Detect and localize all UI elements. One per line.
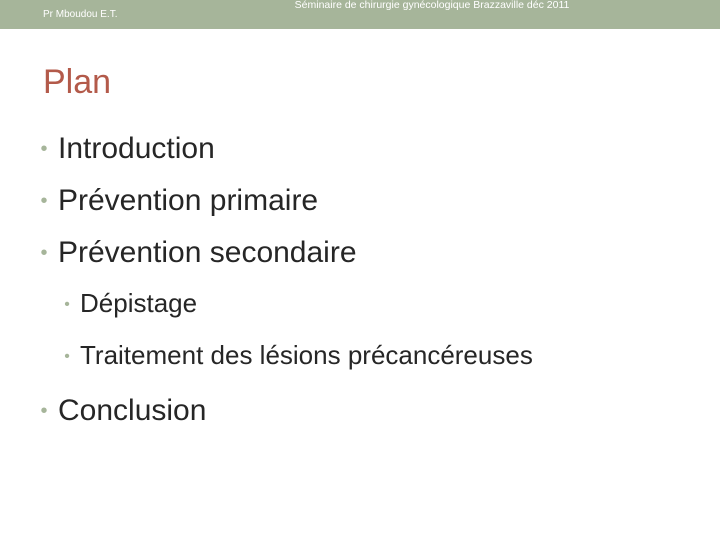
bullet-item-conclusion xyxy=(30,394,533,428)
bullet-item-prevention-primaire xyxy=(30,184,533,218)
sub-bullet-item-traitement xyxy=(30,340,533,370)
bullet-icon: • xyxy=(40,138,48,160)
bullet-text: Introduction xyxy=(58,132,215,165)
bullet-icon: • xyxy=(40,400,48,422)
slide-title: Plan xyxy=(43,63,112,101)
bullet-text: Prévention primaire xyxy=(58,184,319,217)
bullet-item-prevention-secondaire xyxy=(30,236,533,270)
sub-bullet-item-depistage xyxy=(30,288,533,318)
bullet-list xyxy=(30,132,533,446)
bullet-icon: • xyxy=(64,348,70,365)
bullet-text: Dépistage xyxy=(80,288,198,318)
bullet-text: Prévention secondaire xyxy=(58,236,357,269)
footer-event: Séminaire de chirurgie gynécologique Brazzaville déc 2011 xyxy=(294,0,570,11)
bullet-icon: • xyxy=(40,242,48,264)
bullet-text: Conclusion xyxy=(58,394,207,427)
footer-author: Pr Mboudou E.T. xyxy=(43,9,118,20)
bullet-item-introduction xyxy=(30,132,533,166)
bullet-icon: • xyxy=(64,296,70,313)
bullet-text: Traitement des lésions précancéreuses xyxy=(80,340,533,370)
header-bar xyxy=(0,0,720,29)
bullet-icon: • xyxy=(40,190,48,212)
